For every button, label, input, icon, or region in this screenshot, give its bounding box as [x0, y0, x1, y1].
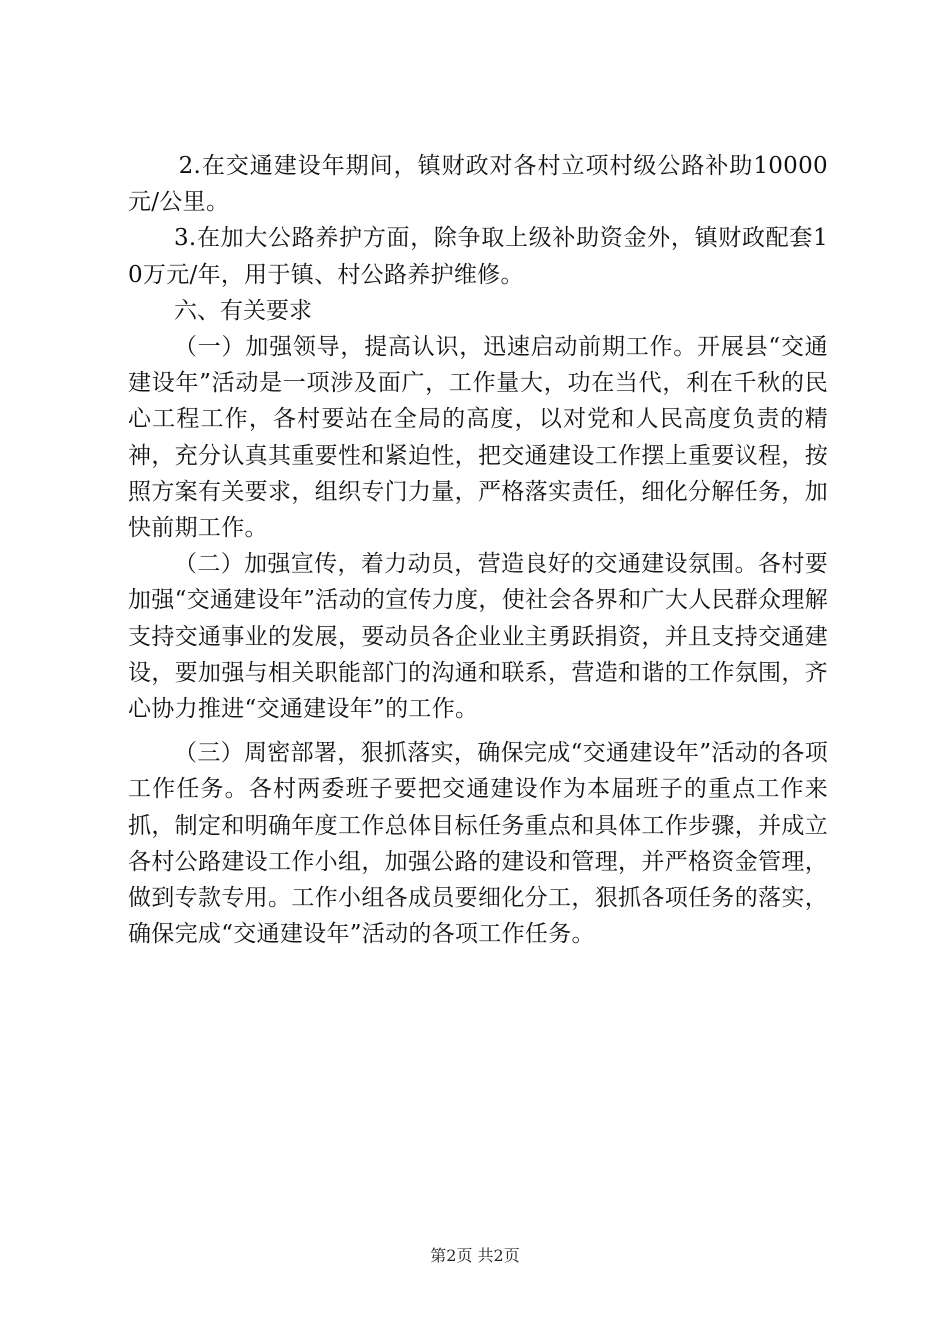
page-number-footer: 第2页 共2页 — [430, 1246, 520, 1265]
paragraph-road-maintenance: 3.在加大公路养护方面，除争取上级补助资金外，镇财政配套10万元/年，用于镇、村公路养护维修。 — [128, 225, 828, 288]
paragraph-requirement-3: （三）周密部署，狠抓落实，确保完成“交通建设年”活动的各项工作任务。各村两委班子要把交通建设作为本届班子的重点工作来抓，制定和明确年度工作总体目标任务重点和具体工作步骤，并成立各村公路建设工作小组，加强公路的建设和管理，并严格资金管理，做到专款专用。工作小组各成员要细化分工，狠抓各项任务的落实，确保完成“交通建设年”活动的各项工作任务。 — [128, 740, 828, 948]
paragraph-requirement-1: （一）加强领导，提高认识，迅速启动前期工作。开展县“交通建设年”活动是一项涉及面广，工作量大，功在当代，利在千秋的民心工程工作，各村要站在全局的高度，以对党和人民高度负责的精神，充分认真其重要性和紧迫性，把交通建设工作摆上重要议程，按照方案有关要求，组织专门力量，严格落实责任，细化分解任务，加快前期工作。 — [128, 334, 828, 542]
paragraph-subsidy-village-roads: 2.在交通建设年期间，镇财政对各村立项村级公路补助10000元/公里。 — [128, 153, 828, 216]
document-body — [128, 148, 828, 952]
paragraph-requirement-2: （二）加强宣传，着力动员，营造良好的交通建设氛围。各村要加强“交通建设年”活动的宣传力度，使社会各界和广大人民群众理解支持交通事业的发展，要动员各企业业主勇跃捐资，并且支持交通建设，要加强与相关职能部门的沟通和联系，营造和谐的工作氛围，齐心协力推进“交通建设年”的工作。 — [128, 551, 828, 723]
section-heading-requirements: 六、有关要求 — [174, 297, 312, 324]
